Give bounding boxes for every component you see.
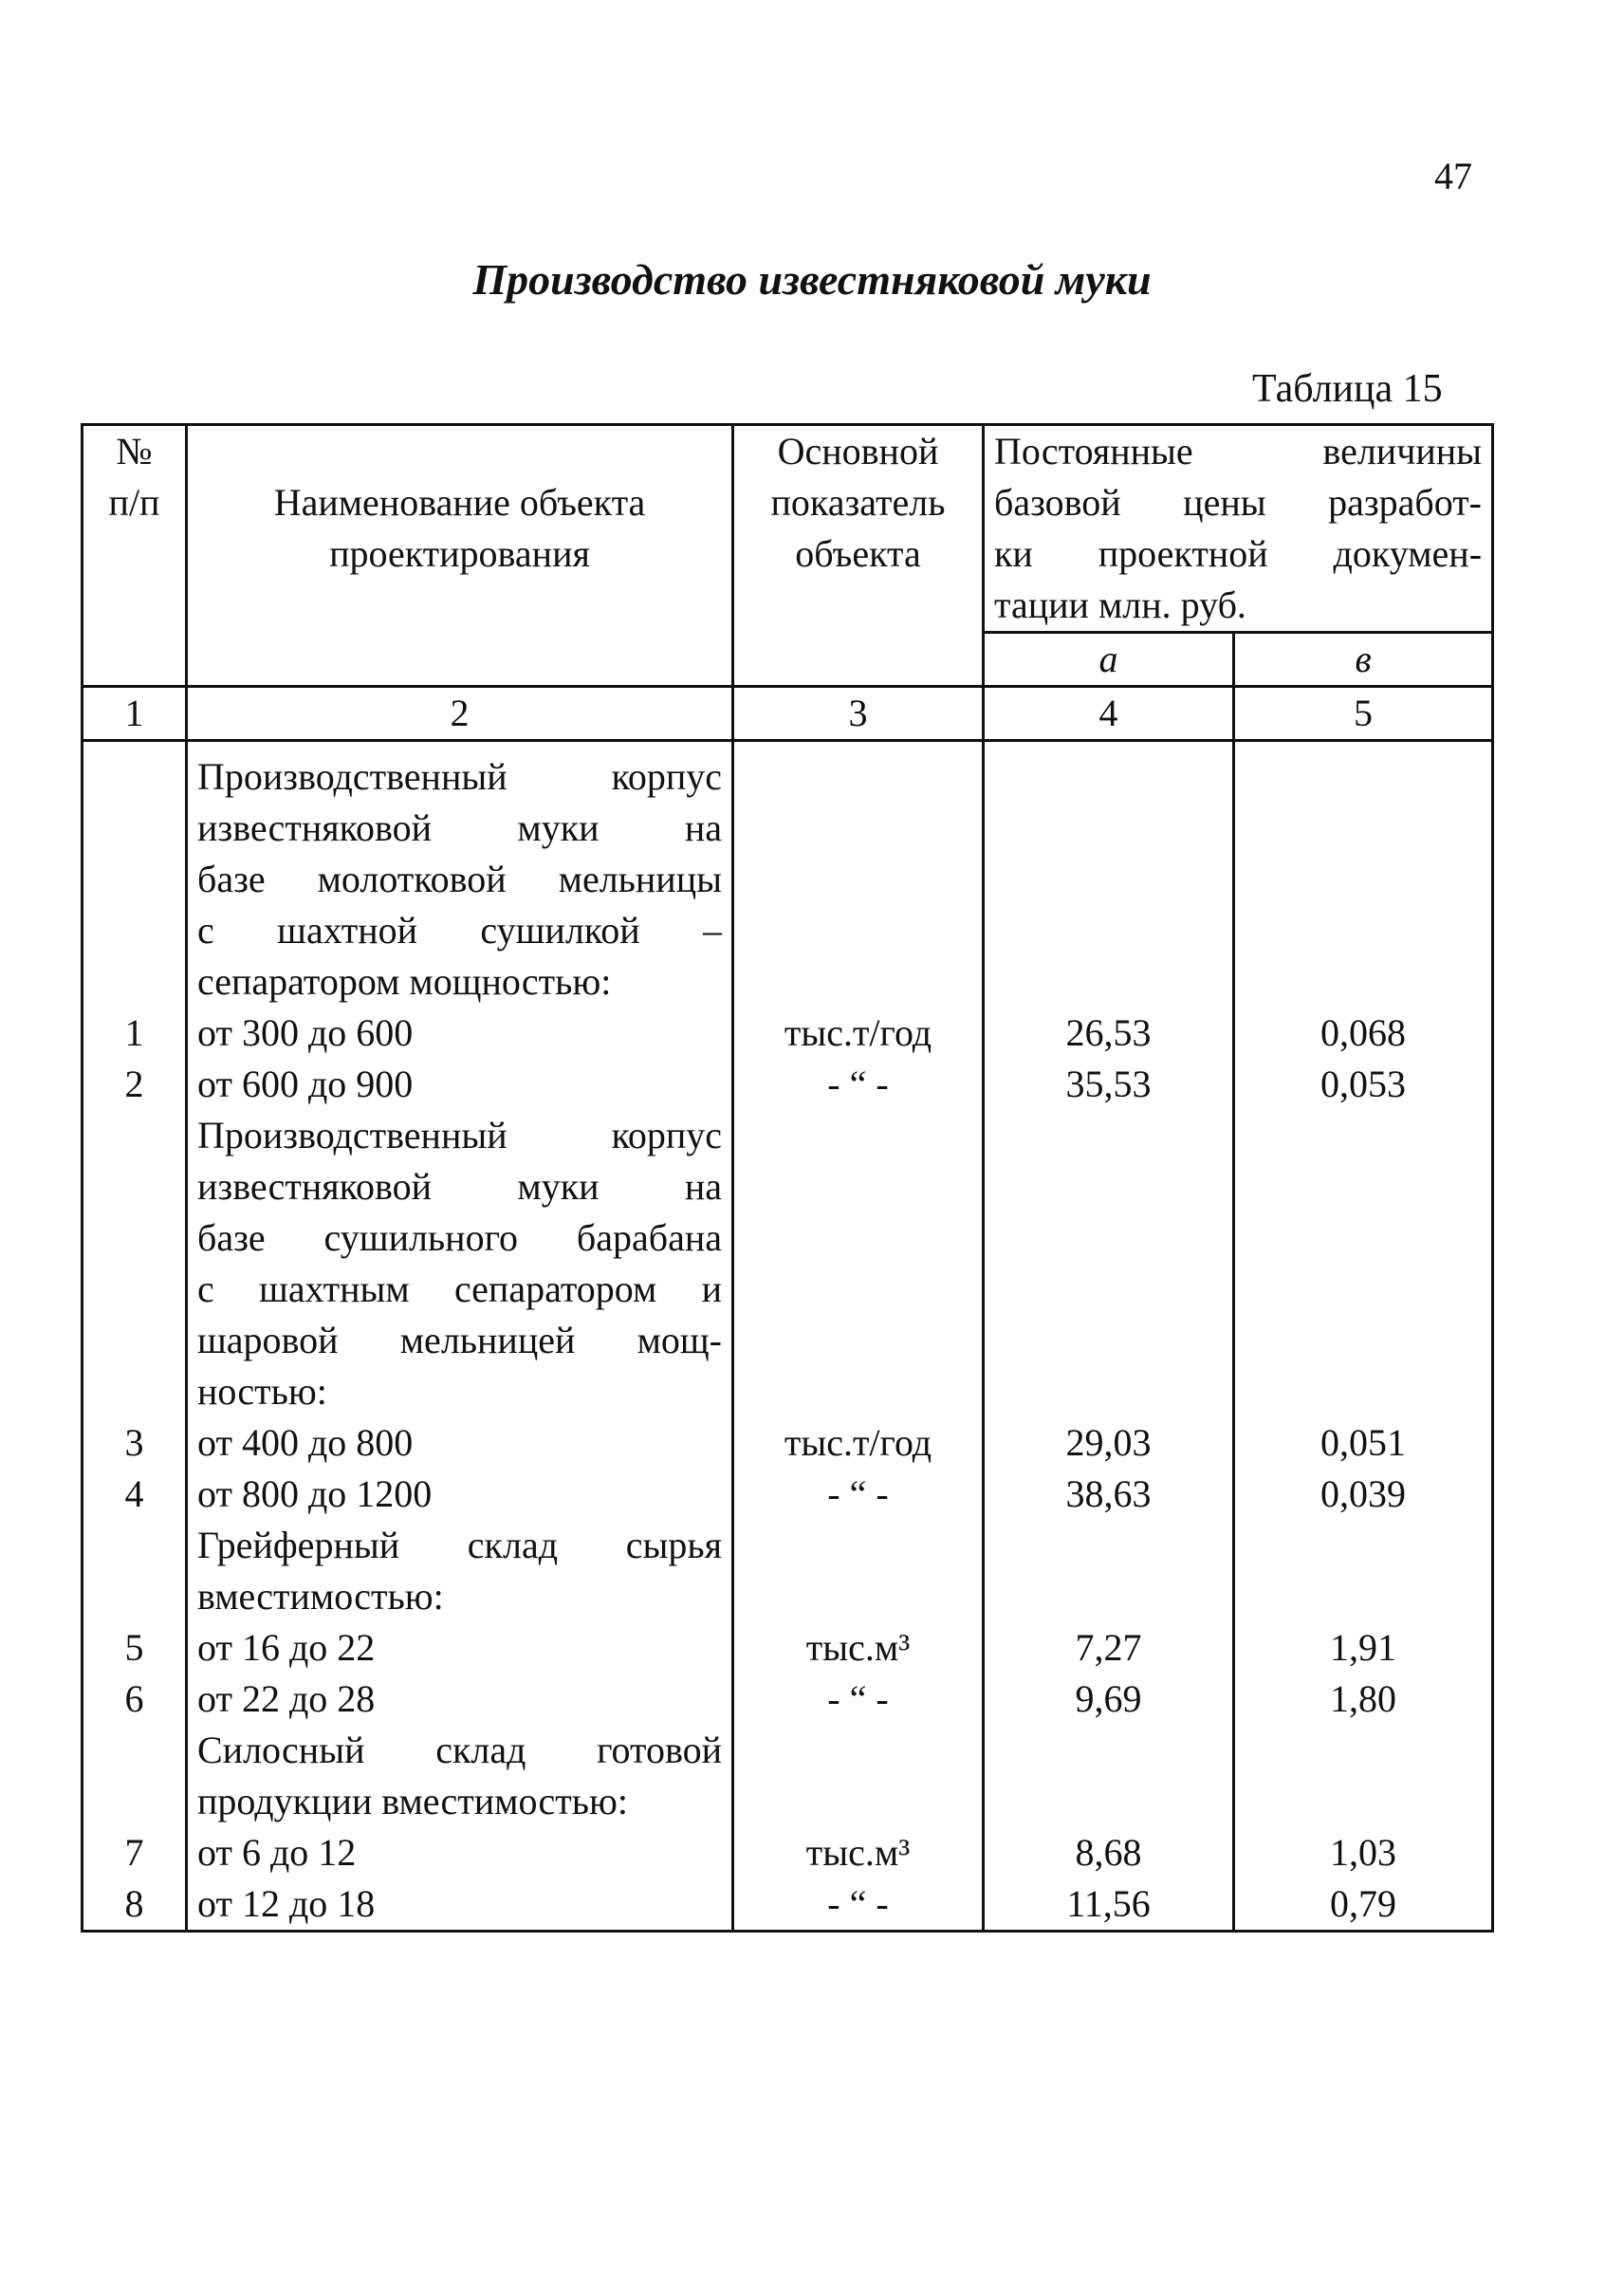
group-row xyxy=(83,1110,1493,1417)
row-number: 2 xyxy=(83,1059,187,1110)
row-value-a: 9,69 xyxy=(984,1674,1234,1725)
group-name-line: Производственный корпус xyxy=(197,755,722,798)
row-name: от 400 до 800 xyxy=(187,1417,733,1469)
column-number-row xyxy=(83,687,1493,741)
header-col-number-line: п/п xyxy=(108,481,160,524)
row-number: 5 xyxy=(83,1622,187,1674)
header-row xyxy=(83,425,1493,633)
row-unit: тыс.т/год xyxy=(733,1417,984,1469)
column-number: 5 xyxy=(1234,687,1493,741)
header-col-name xyxy=(187,425,733,687)
header-col-constants xyxy=(984,425,1493,633)
row-unit: - “ - xyxy=(733,1878,984,1932)
header-col-name-line: проектирования xyxy=(329,532,590,575)
row-value-a: 11,56 xyxy=(984,1878,1234,1932)
table-row xyxy=(83,1008,1493,1059)
column-number: 1 xyxy=(83,687,187,741)
row-number: 4 xyxy=(83,1469,187,1520)
empty-cell xyxy=(83,751,187,1008)
row-name: от 12 до 18 xyxy=(187,1878,733,1932)
header-col-constants-line: базовой цены разработ- xyxy=(994,481,1483,524)
spacer-cell xyxy=(83,741,187,752)
row-name: от 300 до 600 xyxy=(187,1008,733,1059)
row-unit: - “ - xyxy=(733,1059,984,1110)
group-name-line: известняковой муки на xyxy=(197,1165,722,1208)
group-name-cell xyxy=(187,751,733,1008)
table-row xyxy=(83,1622,1493,1674)
row-value-a: 8,68 xyxy=(984,1827,1234,1878)
group-name-line: продукции вместимостью: xyxy=(197,1780,628,1822)
row-value-b: 1,80 xyxy=(1234,1674,1493,1725)
empty-cell xyxy=(733,1725,984,1827)
spacer-cell xyxy=(984,741,1234,752)
empty-cell xyxy=(984,1520,1234,1622)
row-name: от 800 до 1200 xyxy=(187,1469,733,1520)
row-unit: тыс.т/год xyxy=(733,1008,984,1059)
row-number: 6 xyxy=(83,1674,187,1725)
empty-cell xyxy=(83,1520,187,1622)
table-row xyxy=(83,1059,1493,1110)
group-name-line: с шахтным сепаратором и xyxy=(197,1267,722,1310)
empty-cell xyxy=(984,1725,1234,1827)
group-name-line: ностью: xyxy=(197,1370,327,1413)
table-row xyxy=(83,1827,1493,1878)
header-col-name-line: Наименование объекта xyxy=(273,481,646,524)
row-unit: тыс.м³ xyxy=(733,1622,984,1674)
group-name-line: базе сушильного барабана xyxy=(197,1216,722,1259)
empty-cell xyxy=(1234,1110,1493,1417)
row-name: от 22 до 28 xyxy=(187,1674,733,1725)
header-sub-b: в xyxy=(1234,633,1493,687)
column-number: 4 xyxy=(984,687,1234,741)
empty-cell xyxy=(1234,1520,1493,1622)
section-title: Производство известняковой муки xyxy=(472,255,1152,304)
row-value-a: 7,27 xyxy=(984,1622,1234,1674)
group-row xyxy=(83,751,1493,1008)
row-name: от 6 до 12 xyxy=(187,1827,733,1878)
table-row xyxy=(83,1674,1493,1725)
header-col-indicator-line: Основной xyxy=(777,430,939,472)
header-col-indicator-line: объекта xyxy=(795,532,921,575)
row-name: от 16 до 22 xyxy=(187,1622,733,1674)
table-caption: Таблица 15 xyxy=(1252,367,1443,411)
empty-cell xyxy=(733,1110,984,1417)
header-col-constants-line: тации млн. руб. xyxy=(994,583,1246,626)
empty-cell xyxy=(1234,1725,1493,1827)
group-name-cell xyxy=(187,1110,733,1417)
header-col-constants-line: ки проектной докумен- xyxy=(994,532,1483,575)
table-row xyxy=(83,1469,1493,1520)
row-value-a: 29,03 xyxy=(984,1417,1234,1469)
row-number: 7 xyxy=(83,1827,187,1878)
row-value-b: 0,068 xyxy=(1234,1008,1493,1059)
group-name-cell xyxy=(187,1520,733,1622)
price-table xyxy=(81,423,1494,1933)
empty-cell xyxy=(1234,751,1493,1008)
header-col-constants-line: Постоянные величины xyxy=(994,430,1483,472)
header-col-indicator-line: показатель xyxy=(770,481,946,524)
row-value-b: 1,91 xyxy=(1234,1622,1493,1674)
empty-cell xyxy=(733,751,984,1008)
group-name-line: Грейферный склад сырья xyxy=(197,1524,722,1566)
group-name-line: вместимостью: xyxy=(197,1575,444,1618)
group-name-cell xyxy=(187,1725,733,1827)
header-sub-a: а xyxy=(984,633,1234,687)
group-name-line: шаровой мельницей мощ- xyxy=(197,1319,722,1361)
table-row xyxy=(83,1417,1493,1469)
row-value-a: 26,53 xyxy=(984,1008,1234,1059)
page-number: 47 xyxy=(1434,155,1472,197)
group-name-line: Производственный корпус xyxy=(197,1114,722,1156)
empty-cell xyxy=(733,1520,984,1622)
empty-cell xyxy=(984,1110,1234,1417)
row-value-a: 38,63 xyxy=(984,1469,1234,1520)
header-col-indicator xyxy=(733,425,984,687)
row-name: от 600 до 900 xyxy=(187,1059,733,1110)
header-col-number xyxy=(83,425,187,687)
row-value-b: 0,79 xyxy=(1234,1878,1493,1932)
group-name-line: известняковой муки на xyxy=(197,806,722,849)
row-unit: - “ - xyxy=(733,1674,984,1725)
column-number: 2 xyxy=(187,687,733,741)
group-name-line: сепаратором мощностью: xyxy=(197,960,612,1003)
spacer-row xyxy=(83,741,1493,752)
spacer-cell xyxy=(1234,741,1493,752)
row-number: 3 xyxy=(83,1417,187,1469)
group-name-line: базе молотковой мельницы xyxy=(197,858,722,900)
empty-cell xyxy=(984,751,1234,1008)
column-number: 3 xyxy=(733,687,984,741)
row-value-a: 35,53 xyxy=(984,1059,1234,1110)
row-number: 8 xyxy=(83,1878,187,1932)
row-unit: - “ - xyxy=(733,1469,984,1520)
spacer-cell xyxy=(733,741,984,752)
spacer-cell xyxy=(187,741,733,752)
group-name-line: Силосный склад готовой xyxy=(197,1729,722,1771)
group-name-line: с шахтной сушилкой – xyxy=(197,909,722,952)
row-value-b: 0,039 xyxy=(1234,1469,1493,1520)
row-value-b: 0,051 xyxy=(1234,1417,1493,1469)
header-col-number-line: № xyxy=(116,430,153,472)
group-row xyxy=(83,1725,1493,1827)
row-value-b: 1,03 xyxy=(1234,1827,1493,1878)
row-unit: тыс.м³ xyxy=(733,1827,984,1878)
empty-cell xyxy=(83,1110,187,1417)
row-value-b: 0,053 xyxy=(1234,1059,1493,1110)
row-number: 1 xyxy=(83,1008,187,1059)
table-row xyxy=(83,1878,1493,1932)
empty-cell xyxy=(83,1725,187,1827)
group-row xyxy=(83,1520,1493,1622)
